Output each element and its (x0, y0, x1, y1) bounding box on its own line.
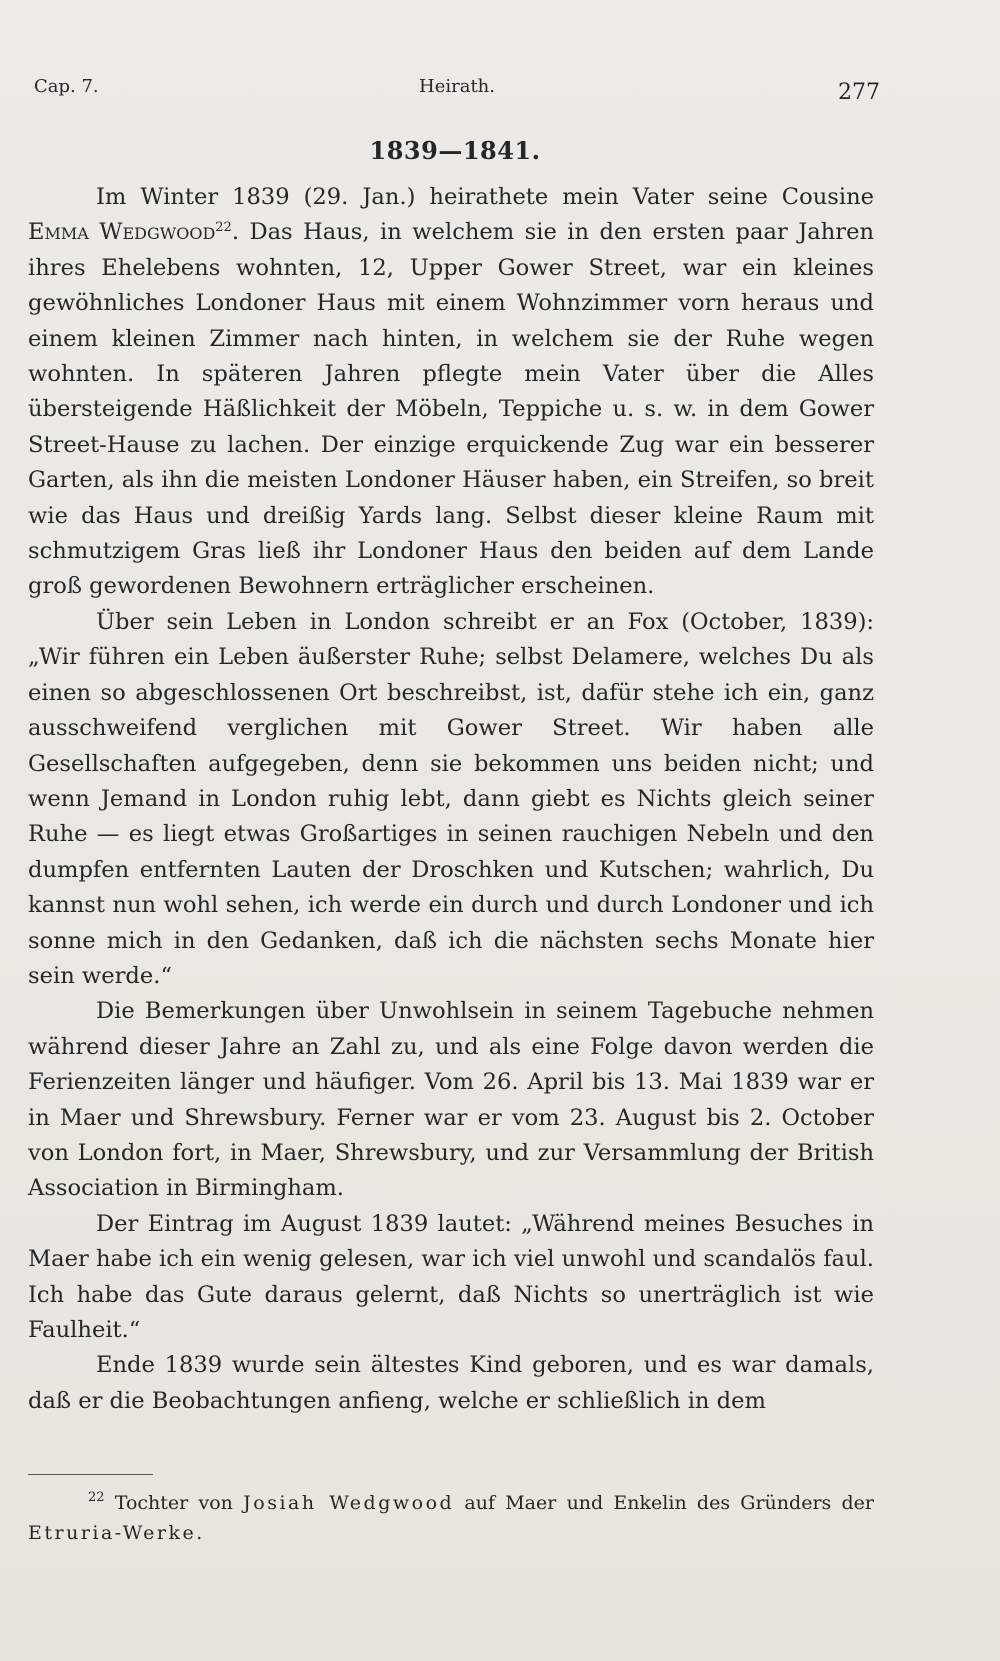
page-number: 277 (838, 80, 880, 105)
paragraph-3: Die Bemerkungen über Unwohlsein in seinem Tagebuche nehmen während dieser Jahre an Zahl zu, und als eine Folge davon werden die Ferienzeiten länger und häufiger. Vom 26. April bis 13. Mai 1839 war er in Maer und Shrewsbury. Ferner war er vom 23. August bis 2. October von London fort, in Maer, Shrewsbury, und zur Versammlung der British Association in Birmingham. (28, 998, 874, 1202)
footnote-divider (28, 1474, 153, 1475)
footnote-reference: 22 (215, 220, 232, 236)
footnote-text-middle: auf Maer und Enkelin des Gründers der (464, 1492, 874, 1514)
paragraph-5: Ende 1839 wurde sein ältestes Kind geboren, und es war damals, daß er die Beobachtungen anfieng, welche er schließlich in dem (28, 1352, 874, 1414)
paragraph-2: Über sein Leben in London schreibt er an Fox (October, 1839): „Wir führen ein Leben äußerster Ruhe; selbst Delamere, welches Du als einen so abgeschlossenen Ort beschreibst, ist, dafür stehe ich ein, ganz ausschweifend verglichen mit Gower Street. Wir haben alle Gesellschaften aufgegeben, denn sie bekommen uns beiden nicht; und wenn Jemand in London ruhig lebt, dann giebt es Nichts gleich seiner Ruhe — es liegt etwas Großartiges in seinen rauchigen Nebeln und den dumpfen entfernten Lauten der Droschken und Kutschen; wahrlich, Du kannst nun wohl sehen, ich werde ein durch und durch Londoner und ich sonne mich in den Gedanken, daß ich die nächsten sechs Monate hier sein werde.“ (28, 608, 874, 989)
chapter-label: Cap. 7. (34, 76, 99, 97)
person-name: Emma Wedgwood (28, 219, 216, 246)
footnote-person-name: Josiah Wedgwood (243, 1492, 455, 1514)
footnote-company-name: Etruria-Werke (28, 1522, 197, 1544)
footnote (28, 1488, 874, 1548)
running-title: Heirath. (419, 76, 495, 97)
running-header (34, 68, 880, 108)
paragraph-1 (28, 180, 874, 605)
paragraph-4: Der Eintrag im August 1839 lautet: „Während meines Besuches in Maer habe ich ein wenig gelesen, war ich viel unwohl und scandalös faul. Ich habe das Gute daraus gelernt, daß Nichts so unerträglich ist wie Faulheit.“ (28, 1210, 874, 1343)
paragraph-1-start: Im Winter 1839 (29. Jan.) heirathete mein Vater seine Cousine (96, 184, 874, 210)
footnote-end: . (196, 1522, 203, 1544)
footnote-number: 22 (88, 1490, 105, 1505)
body-text (28, 180, 874, 1419)
footnote-22 (28, 1488, 874, 1548)
paragraph-1-rest: . Das Haus, in welchem sie in den ersten paar Jahren ihres Ehelebens wohnten, 12, Upper Gower Street, war ein kleines gewöhnliches Londoner Haus mit einem Wohnzimmer vorn heraus und einem kleinen Zimmer nach hinten, in welchem sie der Ruhe wegen wohnten. In späteren Jahren pflegte mein Vater über die Alles übersteigende Häßlichkeit der Möbeln, Teppiche u. s. w. in dem Gower Street-Hause zu lachen. Der einzige erquickende Zug war ein besserer Garten, als ihn die meisten Londoner Häuser haben, ein Streifen, so breit wie das Haus und dreißig Yards lang. Selbst dieser kleine Raum mit schmutzigem Gras ließ ihr Londoner Haus den beiden auf dem Lande groß gewordenen Bewohnern erträglicher erscheinen. (28, 219, 874, 600)
footnote-text-start: Tochter von (114, 1492, 233, 1514)
section-heading: 1839—1841. (369, 136, 541, 165)
